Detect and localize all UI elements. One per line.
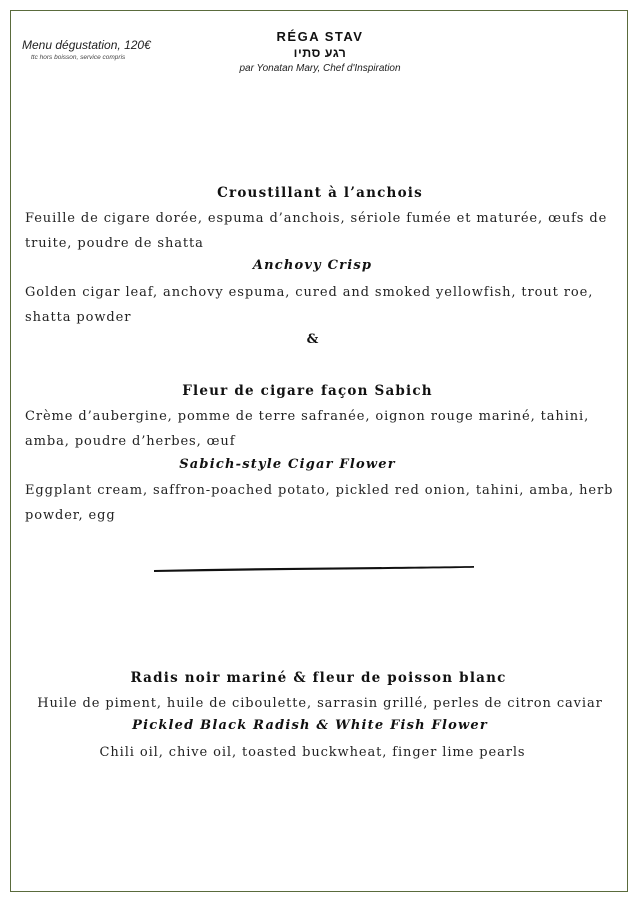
dish-title-fr: Fleur de cigare façon Sabich (182, 383, 433, 399)
dish-title-fr: Radis noir mariné & fleur de poisson blanc (130, 670, 507, 686)
dish-description-en: Chili oil, chive oil, toasted buckwheat, finger lime pearls (99, 745, 526, 760)
ampersand-separator: & (306, 332, 319, 347)
dish-title-en: Sabich-style Cigar Flower (179, 457, 396, 472)
menu-price: Menu dégustation, 120€ (22, 38, 151, 52)
dish-title-fr: Croustillant à l’anchois (217, 185, 423, 201)
restaurant-name-hebrew: רגע סתיו (293, 46, 347, 60)
restaurant-name: RÉGA STAV (276, 29, 364, 44)
dish-title-en: Pickled Black Radish & White Fish Flower (132, 718, 488, 733)
dish-description-fr: Huile de piment, huile de ciboulette, sarrasin grillé, perles de citron caviar (37, 696, 603, 711)
dish-description-en: Golden cigar leaf, anchovy espuma, cured and smoked yellowfish, trout roe, shatta powder (25, 285, 594, 325)
dish-description-fr: Crème d’aubergine, pomme de terre safranée, oignon rouge mariné, tahini, amba, poudre d’herbes, œuf (25, 409, 590, 449)
chef-line: par Yonatan Mary, Chef d'Inspiration (239, 63, 401, 74)
dish-description-fr: Feuille de cigare dorée, espuma d’anchois, sériole fumée et maturée, œufs de truite, poudre de shatta (25, 211, 608, 251)
dish-description-en: Eggplant cream, saffron-poached potato, pickled red onion, tahini, amba, herb powder, egg (25, 483, 614, 523)
dish-title-en: Anchovy Crisp (252, 258, 373, 273)
brush-stroke-divider (152, 560, 477, 576)
price-note: ttc hors boisson, service compris (31, 54, 126, 61)
